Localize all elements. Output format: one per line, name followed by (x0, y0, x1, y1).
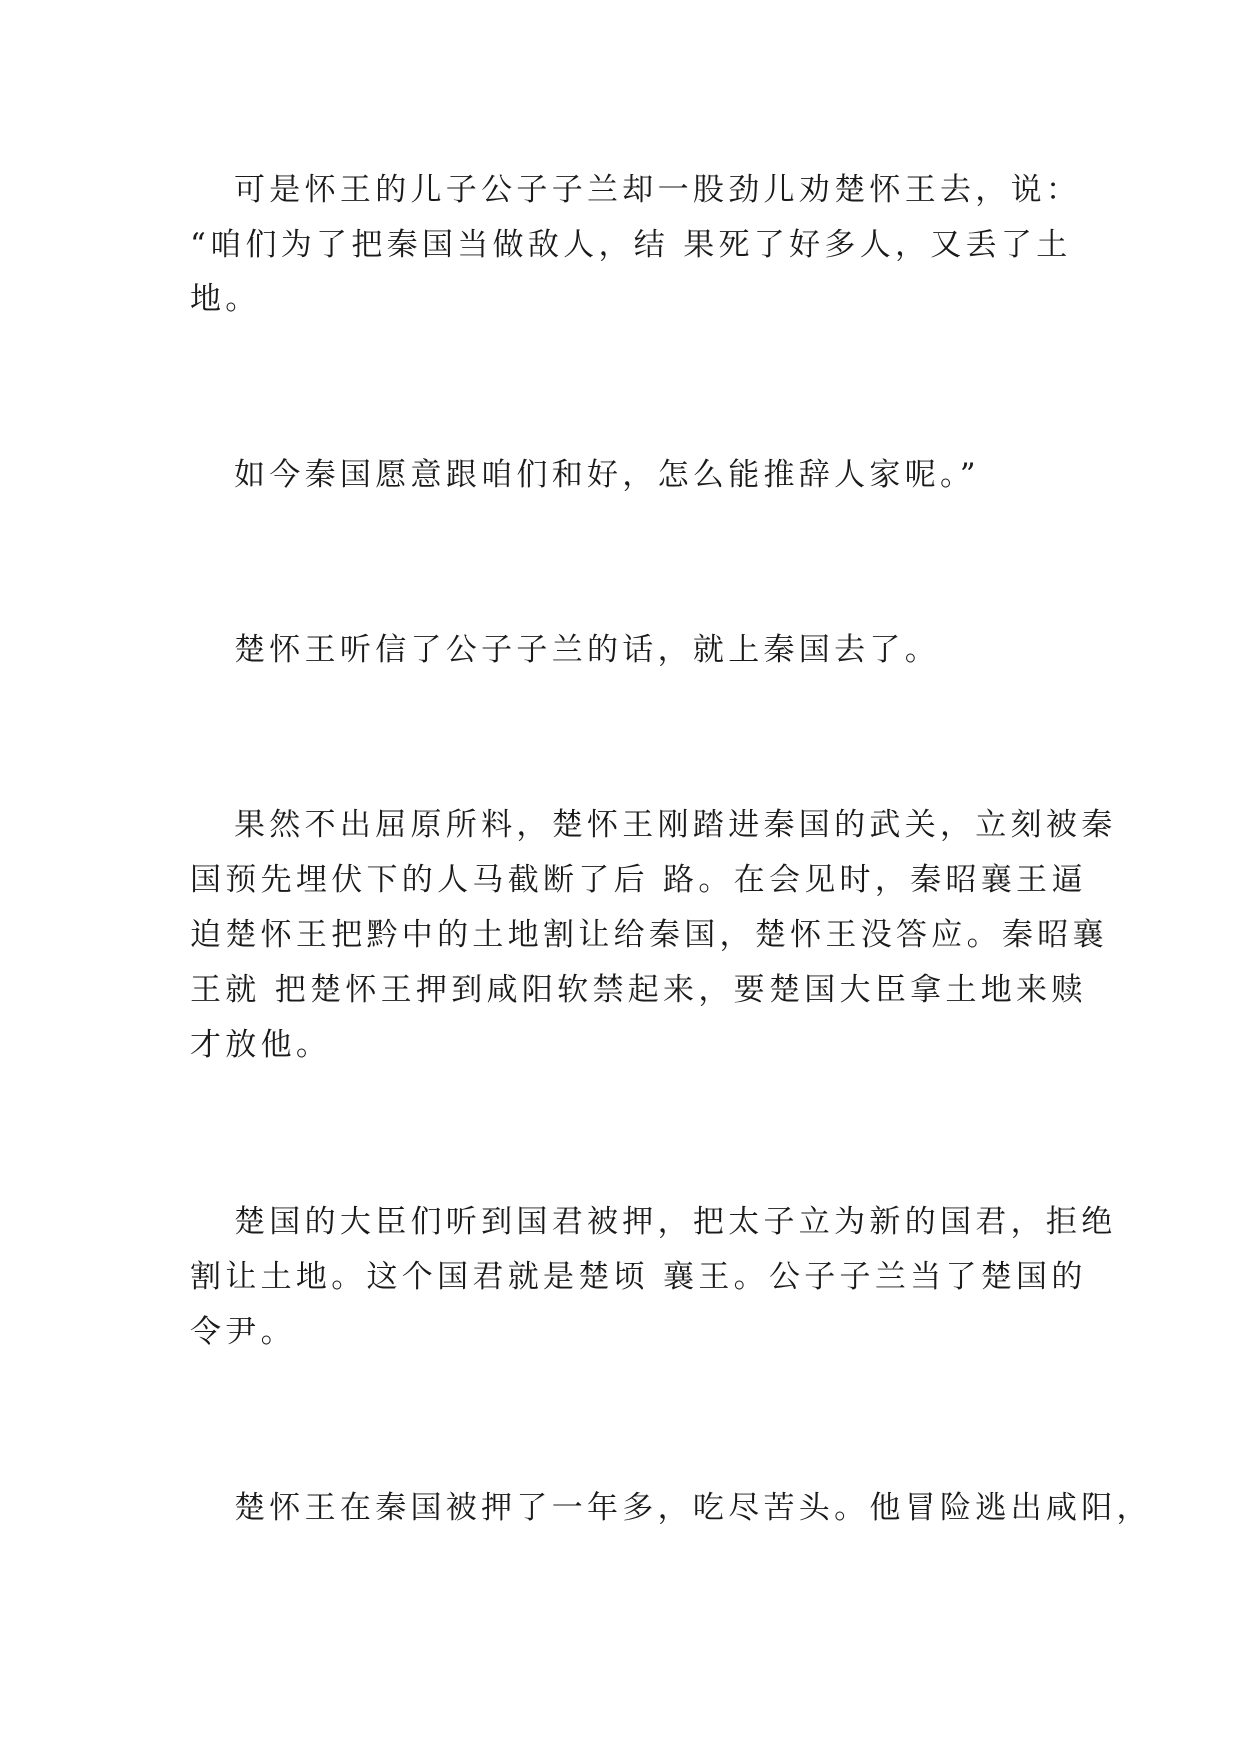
paragraph-6-line-1: 楚怀王在秦国被押了一年多，吃尽苦头。他冒险逃出咸阳， (234, 1490, 1152, 1526)
paragraph-1-line-2: “咱们为了把秦国当做敌人，结 果死了好多人，又丢了土 (190, 227, 1072, 263)
paragraph-4-line-5: 才放他。 (190, 1027, 332, 1063)
paragraph-4-line-1: 果然不出屈原所料，楚怀王刚踏进秦国的武关，立刻被秦 (234, 807, 1117, 843)
paragraph-5-line-1: 楚国的大臣们听到国君被押，把太子立为新的国君，拒绝 (234, 1204, 1117, 1240)
paragraph-2-line-1: 如今秦国愿意跟咱们和好，怎么能推辞人家呢。” (234, 457, 980, 493)
paragraph-5-line-2: 割让土地。这个国君就是楚顷 襄王。公子子兰当了楚国的 (190, 1259, 1087, 1295)
paragraph-1-line-1: 可是怀王的儿子公子子兰却一股劲儿劝楚怀王去，说： (234, 172, 1082, 208)
paragraph-5-line-3: 令尹。 (190, 1314, 296, 1350)
paragraph-4-line-4: 王就 把楚怀王押到咸阳软禁起来，要楚国大臣拿土地来赎 (190, 972, 1087, 1008)
paragraph-4-line-2: 国预先埋伏下的人马截断了后 路。在会见时，秦昭襄王逼 (190, 862, 1087, 898)
paragraph-1-line-3: 地。 (190, 281, 261, 317)
paragraph-4-line-3: 迫楚怀王把黔中的土地割让给秦国，楚怀王没答应。秦昭襄 (190, 917, 1108, 953)
paragraph-3-line-1: 楚怀王听信了公子子兰的话，就上秦国去了。 (234, 632, 940, 668)
